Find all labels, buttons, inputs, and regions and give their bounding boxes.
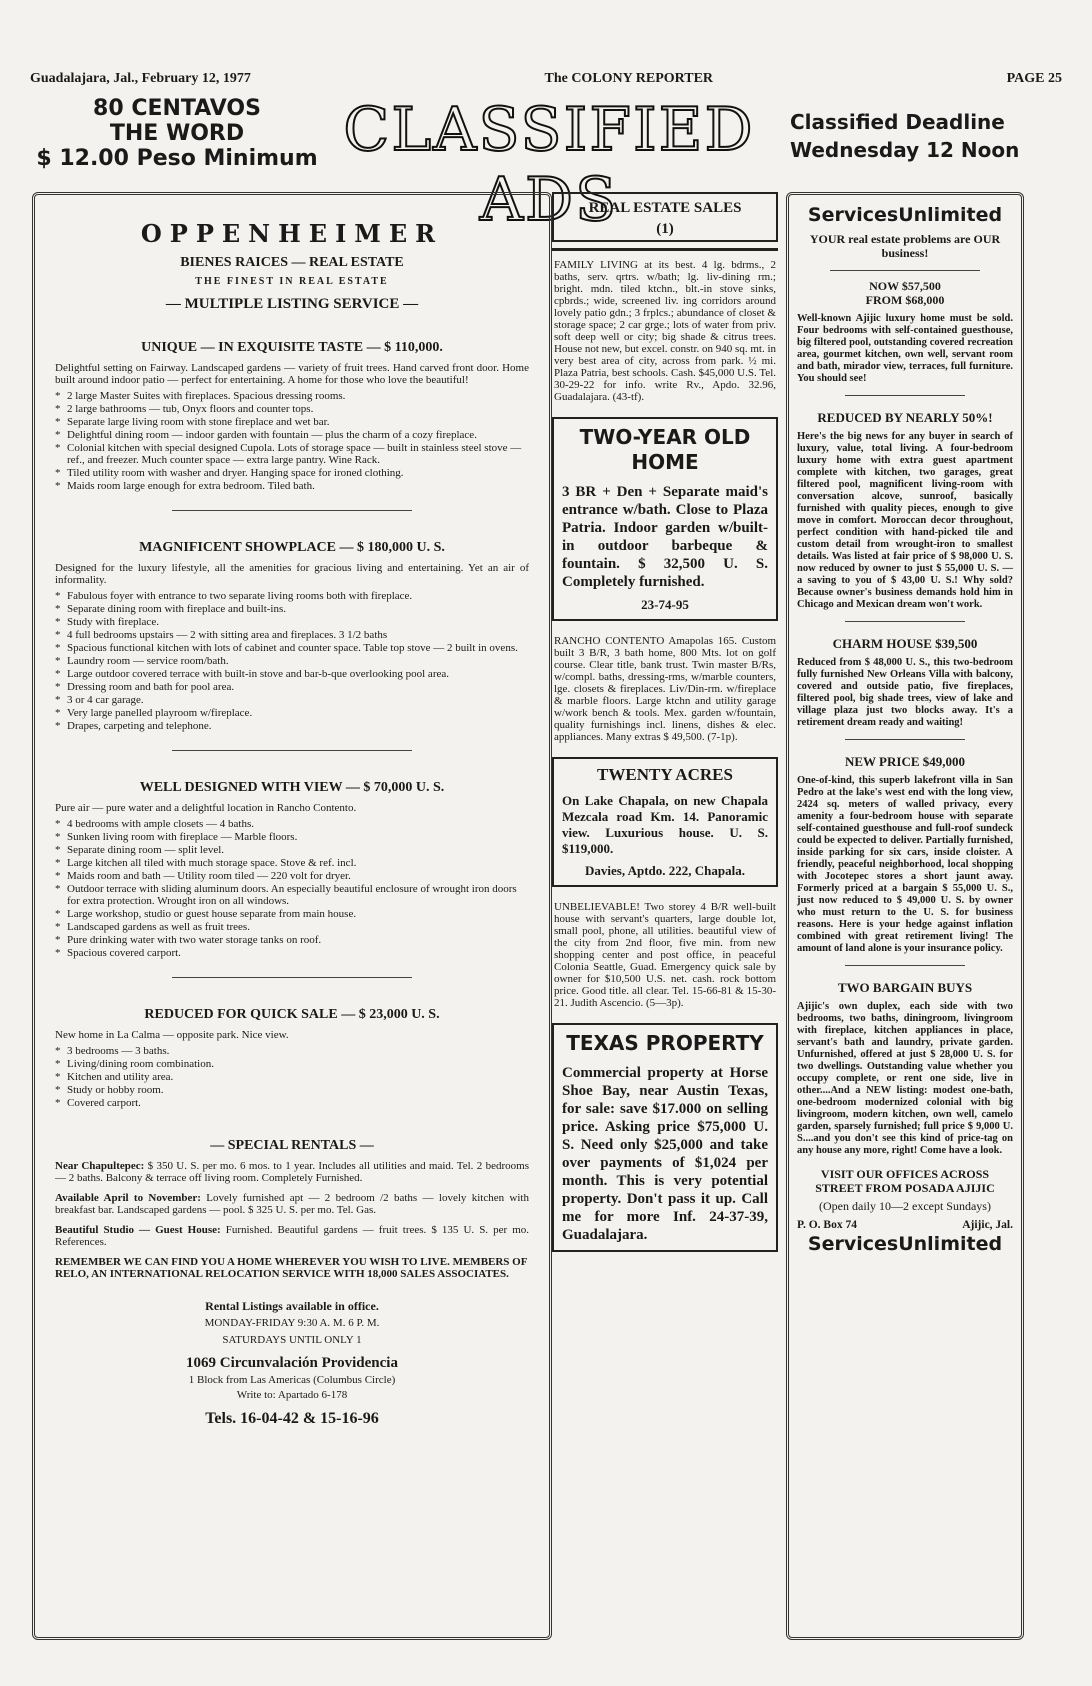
- section-unique-list: [55, 390, 529, 492]
- divider: [845, 621, 965, 622]
- list-item: * Laundry room — service room/bath.: [55, 655, 529, 667]
- services-unlimited-logo: ServicesUnlimited: [807, 204, 1003, 226]
- town: Ajijic, Jal.: [962, 1219, 1013, 1231]
- list-item: * Colonial kitchen with special designed Cupola. Lots of storage space — built in stainless steel stove — ref., and freezer. Much counter space — extra large pantry. Wine Rack.: [55, 442, 529, 466]
- oppenheimer-subtitle: BIENES RAICES — REAL ESTATE: [180, 255, 404, 270]
- real-estate-sales-column: [552, 192, 778, 1640]
- ad-heading: TEXAS PROPERTY: [566, 1031, 764, 1055]
- ad-phone: 23-74-95: [641, 597, 689, 612]
- deadline-line-1: Classified Deadline: [790, 110, 1005, 134]
- divider: [845, 739, 965, 740]
- list-item: * Large workshop, studio or guest house separate from main house.: [55, 908, 529, 920]
- price-now: NOW $57,500: [869, 279, 941, 293]
- family-living-ad: FAMILY LIVING at its best. 4 lg. bdrms., 2 baths, serv. qrtrs. w/bath; lg. liv-dining rm.; bright. mdn. tiled ktchn., blt.-in stove sinks, cpbrds.; wide, screened liv. ing corridors around lovely patio gdn.; 3 frplcs.; abundance of closet & storage space; 2 car grge.; lots of water from priv. soft deep well or city; big shade & citrus trees. House not new, but excel. constr. on 940 sq. mt. in very best area of city, across from park. ½ mi. Plaza Patria, best schools. Cash. $45,000 U.S. Tel. 30-29-22 for info. write Rv., Apdo. 32.96, Guadalajara. (43-tf).: [554, 259, 777, 403]
- list-item: * 4 bedrooms with ample closets — 4 baths.: [55, 818, 529, 830]
- oppenheimer-ad: [32, 192, 552, 1640]
- list-item: * Spacious functional kitchen with lots of cabinet and counter space. Table top stove — 2 built in ovens.: [55, 642, 529, 654]
- oppenheimer-title: OPPENHEIMER: [140, 219, 444, 248]
- list-item: * Covered carport.: [55, 1097, 529, 1109]
- rental-lead: Available April to November:: [55, 1192, 201, 1204]
- section-unique-text: Delightful setting on Fairway. Landscaped gardens — variety of fruit trees. Hand carved front door. Home built around indoor patio — perfect for entertaining. A home for those who love the beautiful!: [55, 362, 529, 386]
- rental-item: [55, 1192, 529, 1216]
- ad-heading: TWENTY ACRES: [597, 765, 733, 784]
- divider: [172, 750, 412, 751]
- section-unique-head: UNIQUE — IN EXQUISITE TASTE — $ 110,000.: [141, 340, 443, 355]
- list-item: * Maids room large enough for extra bedroom. Tiled bath.: [55, 480, 529, 492]
- multiple-listing-line: — MULTIPLE LISTING SERVICE —: [165, 296, 419, 312]
- two-year-old-home-ad: [552, 417, 778, 621]
- list-item: * Spacious covered carport.: [55, 947, 529, 959]
- list-item: * Large kitchen all tiled with much storage space. Stove & ref. incl.: [55, 857, 529, 869]
- list-item: * Maids room and bath — Utility room tiled — 220 volt for dryer.: [55, 870, 529, 882]
- hours-weekday: MONDAY-FRIDAY 9:30 A. M. 6 P. M.: [204, 1317, 380, 1329]
- office-landmark: 1 Block from Las Americas (Columbus Circle): [188, 1374, 396, 1386]
- listing-text: Reduced from $ 48,000 U. S., this two-bedroom fully furnished New Orleans Villa with balcony, covered and outside patio, five fireplaces, filtered pool, big shade trees, view of lake and village plaza just two blocks away. It's a retirement dream ready and waiting!: [797, 657, 1013, 728]
- texas-property-ad: [552, 1023, 778, 1252]
- list-item: * Tiled utility room with washer and dryer. Hanging space for ironed clothing.: [55, 467, 529, 479]
- section-view-head: WELL DESIGNED WITH VIEW — $ 70,000 U. S.: [139, 780, 445, 795]
- unbelievable-ad: UNBELIEVABLE! Two storey 4 B/R well-built house with servant's quarters, large double lot, small pool, phone, all utilities. beautiful view of the city from 2nd floor, five min. from new shopping center and post office, in peaceful Colonia Seattle, Guad. Emergency quick sale by owner for $10,500 U.S. net. cash. rock bottom price. Good title. all clear. Tel. 15-66-81 & 15-30-21. Judith Ascencio. (5—3p).: [554, 901, 776, 1009]
- rental-lead: Near Chapultepec:: [55, 1160, 145, 1172]
- list-item: * 3 or 4 car garage.: [55, 694, 529, 706]
- masthead: The COLONY REPORTER: [544, 71, 714, 86]
- column-number: (1): [656, 221, 674, 237]
- divider: [845, 395, 965, 396]
- deadline-block: [790, 108, 1070, 164]
- list-item: * Separate dining room — split level.: [55, 844, 529, 856]
- section-showplace-head: MAGNIFICENT SHOWPLACE — $ 180,000 U. S.: [139, 540, 445, 555]
- listing-heading: CHARM HOUSE $39,500: [832, 636, 978, 651]
- divider: [552, 248, 778, 251]
- list-item: * Delightful dining room — indoor garden with fountain — plus the charm of a cozy fireplace.: [55, 429, 529, 441]
- section-quick-sale-text: New home in La Calma — opposite park. Nice view.: [55, 1029, 289, 1041]
- office-info: [55, 1300, 529, 1425]
- rental-item: [55, 1224, 529, 1248]
- oppenheimer-tagline: THE FINEST IN REAL ESTATE: [195, 276, 389, 287]
- ad-body: On Lake Chapala, on new Chapala Mezcala road Km. 14. Panoramic view. Luxurious house. U. S. $119,000.: [562, 793, 768, 856]
- po-box: P. O. Box 74: [797, 1219, 857, 1231]
- special-rentals-head: — SPECIAL RENTALS —: [210, 1138, 374, 1153]
- page-header: [30, 68, 1062, 90]
- listing-text: One-of-kind, this superb lakefront villa in San Pedro at the lake's west end with the long view, 2424 sq. meters of walled privacy, every amenity a four-bedroom house with separate self-contained guesthouse and full-roof sundeck could be expected to deliver. Partially furnished, inside parking for six cars, inside cloister. A friendly, peaceful neighborhood, local shopping with Jocotepec stores a short jaunt away. Formerly priced at a bargain $ 55,000 U. S., just now reduced to $ 49,000 U. S. by owner who must return to the U. S. for business reasons. Here is your hedge against inflation combined with great retirement living! The amount of land alone is your insurance policy.: [797, 775, 1014, 954]
- listing-heading: TWO BARGAIN BUYS: [837, 980, 973, 995]
- list-item: * 3 bedrooms — 3 baths.: [55, 1045, 529, 1057]
- list-item: * Dressing room and bath for pool area.: [55, 681, 529, 693]
- rental-text: Lovely furnished apt — 2 bedroom /2 baths — lovely kitchen with breakfast bar. Landscaped gardens — pool. $ 325 U. S. per mo. Tel. Gas.: [55, 1192, 529, 1216]
- list-item: * 2 large bathrooms — tub, Onyx floors and counter tops.: [55, 403, 529, 415]
- list-item: * Separate large living room with stone fireplace and wet bar.: [55, 416, 529, 428]
- section-quick-sale-list: [55, 1045, 529, 1109]
- rental-text: Furnished. Beautiful gardens — fruit trees. $ 135 U. S. per mo. References.: [55, 1224, 530, 1248]
- list-item: * Living/dining room combination.: [55, 1058, 529, 1070]
- section-showplace-text: Designed for the luxury lifestyle, all the amenities for gracious living and entertaining. Yet an air of informality.: [55, 562, 529, 586]
- mailing-address: Write to: Apartado 6-178: [236, 1389, 348, 1401]
- office-location: VISIT OUR OFFICES ACROSS STREET FROM POSADA AJIJIC: [815, 1167, 995, 1195]
- column-heading: REAL ESTATE SALES: [588, 200, 742, 216]
- list-item: * Fabulous foyer with entrance to two separate living rooms both with fireplace.: [55, 590, 529, 602]
- list-item: * Pure drinking water with two water storage tanks on roof.: [55, 934, 529, 946]
- office-hours: (Open daily 10—2 except Sundays): [819, 1199, 991, 1213]
- list-item: * Study or hobby room.: [55, 1084, 529, 1096]
- ad-heading: TWO-YEAR OLD HOME: [579, 425, 751, 474]
- listing-text: Well-known Ajijic luxury home must be sold. Four bedrooms with self-contained guesthouse, big filtered pool, outstanding covered recreation area, gourmet kitchen, own well, servant room and bath, mirador view, terraces, full furniture. You should see!: [797, 313, 1013, 384]
- hours-saturday: SATURDAYS UNTIL ONLY 1: [222, 1334, 362, 1346]
- list-item: * Separate dining room with fireplace and built-ins.: [55, 603, 529, 615]
- office-address: 1069 Circunvalación Providencia: [186, 1355, 398, 1371]
- list-item: * 2 large Master Suites with fireplaces. Spacious dressing rooms.: [55, 390, 529, 402]
- ad-contact: Davies, Aptdo. 222, Chapala.: [585, 863, 745, 878]
- rate-line-3: $ 12.00 Peso Minimum: [36, 146, 318, 171]
- classified-ads-banner: CLASSIFIED ADS: [343, 95, 755, 235]
- list-item: * 4 full bedrooms upstairs — 2 with sitting area and fireplaces. 3 1/2 baths: [55, 629, 529, 641]
- rental-text: $ 350 U. S. per mo. 6 mos. to 1 year. Includes all utilities and maid. Tel. 2 bedrooms — 2 baths. Balcony & terrace off living room. Completely Furnished.: [55, 1160, 529, 1184]
- ad-body: Commercial property at Horse Shoe Bay, near Austin Texas, for sale: save $17.000 on selling price. Asking price $75,000 U. S. Need only $25,000 and take over payments of $1,024 per month. This is very potential property. Don't pass it up. Call me for more Inf. 24-37-39, Guadalajara.: [562, 1065, 768, 1243]
- listing-heading: REDUCED BY NEARLY 50%!: [817, 410, 993, 425]
- rental-lead: Beautiful Studio — Guest House:: [55, 1224, 221, 1236]
- rancho-contento-ad: RANCHO CONTENTO Amapolas 165. Custom built 3 B/R, 3 bath home, 800 Mts. lot on golf course. Clear title, bank trust. Twin master B/Rs, w/compl. baths, dressing-rms, w/marble counters, lge. closets & fireplaces. Liv/Din-rm. w/fireplace & marble floors. Large ktchn and utility garage w/work bench & tools. Mex. garden w/fountain, quality furnishings incl. linens, dishes & elec. appliances. Many extras $ 49,500. (7-1p).: [554, 635, 776, 743]
- rental-listings-line: Rental Listings available in office.: [205, 1299, 379, 1313]
- list-item: * Large outdoor covered terrace with built-in stove and bar-b-que overlooking pool area.: [55, 668, 529, 680]
- special-rentals: [55, 1160, 529, 1248]
- deadline-line-2: Wednesday 12 Noon: [790, 138, 1020, 162]
- rate-line-2: THE WORD: [109, 121, 245, 146]
- rate-line-1: 80 CENTAVOS: [93, 96, 261, 121]
- divider: [845, 965, 965, 966]
- divider: [172, 977, 412, 978]
- services-unlimited-ad: [786, 192, 1024, 1640]
- relo-notice: REMEMBER WE CAN FIND YOU A HOME WHEREVER YOU WISH TO LIVE. MEMBERS OF RELO, AN INTERNATIONAL RELOCATION SERVICE WITH 18,000 SALES ASSOCIATES.: [55, 1256, 528, 1280]
- list-item: * Landscaped gardens as well as fruit trees.: [55, 921, 529, 933]
- dateline: Guadalajara, Jal., February 12, 1977: [30, 71, 251, 86]
- section-view-list: [55, 818, 529, 959]
- divider: [172, 510, 412, 511]
- section-quick-sale-head: REDUCED FOR QUICK SALE — $ 23,000 U. S.: [144, 1007, 440, 1022]
- list-item: * Sunken living room with fireplace — Marble floors.: [55, 831, 529, 843]
- list-item: * Outdoor terrace with sliding aluminum doors. An especially beautiful enclosure of wrought iron doors for extra protection. Wrought iron on all windows.: [55, 883, 529, 907]
- list-item: * Very large panelled playroom w/fireplace.: [55, 707, 529, 719]
- contact-line: [797, 1219, 1013, 1232]
- listing-heading: NEW PRICE $49,000: [844, 754, 966, 769]
- listing-text: Ajijic's own duplex, each side with two bedrooms, two baths, diningroom, livingroom with fireplace, kitchen appliances in place, servant's bath and laundry, private garden. Unfurnished, offered at just $ 28,000 U. S. for two dwellings. Outstanding value whether you occupy complete, or rent one side, live in other....And a NEW listing: modest one-bath, one-bedroom modernized colonial with big livingroom, modern kitchen, own well, camelo garden, sparsely furnished; full price $ 9,000 U. S....and you don't see this kind of price-tag on any house any more, right! Come have a look.: [797, 1001, 1013, 1156]
- price-from: FROM $68,000: [865, 293, 945, 307]
- list-item: * Kitchen and utility area.: [55, 1071, 529, 1083]
- ad-body: 3 BR + Den + Separate maid's entrance w/bath. Close to Plaza Patria. Indoor garden w/built-in outdoor barbeque & fountain. $ 32,500 U. S. Completely furnished.: [562, 484, 768, 590]
- listing-text: Here's the big news for any buyer in search of luxury, value, total living. A four-bedroom luxury home with extra guest apartment complete with kitchen, two garages, great filtered pool, magnificent living-room with conversation alcove, sunroof, basically furnished with quality pieces, enough to give move in comfort. Moroccan decor throughout, perfect condition with hand-picked tile and custom detail from wrought-iron to smallest details. Was listed at fair price of $ 98,000 U. S. now reduced by owner to just $ 55,000 U. S. — a saving to you of $ 43,00 U. S.! Why sold? Because owner's business demands hold him in Chicago and Mexican dream won't work.: [797, 431, 1013, 610]
- slogan: YOUR real estate problems are OUR business!: [809, 232, 1001, 260]
- office-phones: Tels. 16-04-42 & 15-16-96: [205, 1410, 379, 1427]
- section-view-text: Pure air — pure water and a delightful location in Rancho Contento.: [55, 802, 357, 814]
- rate-block: [32, 96, 322, 171]
- services-unlimited-logo-footer: ServicesUnlimited: [807, 1233, 1003, 1255]
- section-showplace-list: [55, 590, 529, 732]
- real-estate-sales-header: [552, 192, 778, 242]
- list-item: * Drapes, carpeting and telephone.: [55, 720, 529, 732]
- rental-item: [55, 1160, 529, 1184]
- list-item: * Study with fireplace.: [55, 616, 529, 628]
- twenty-acres-ad: [552, 757, 778, 887]
- divider: [830, 270, 980, 271]
- page-number: PAGE 25: [1006, 71, 1062, 86]
